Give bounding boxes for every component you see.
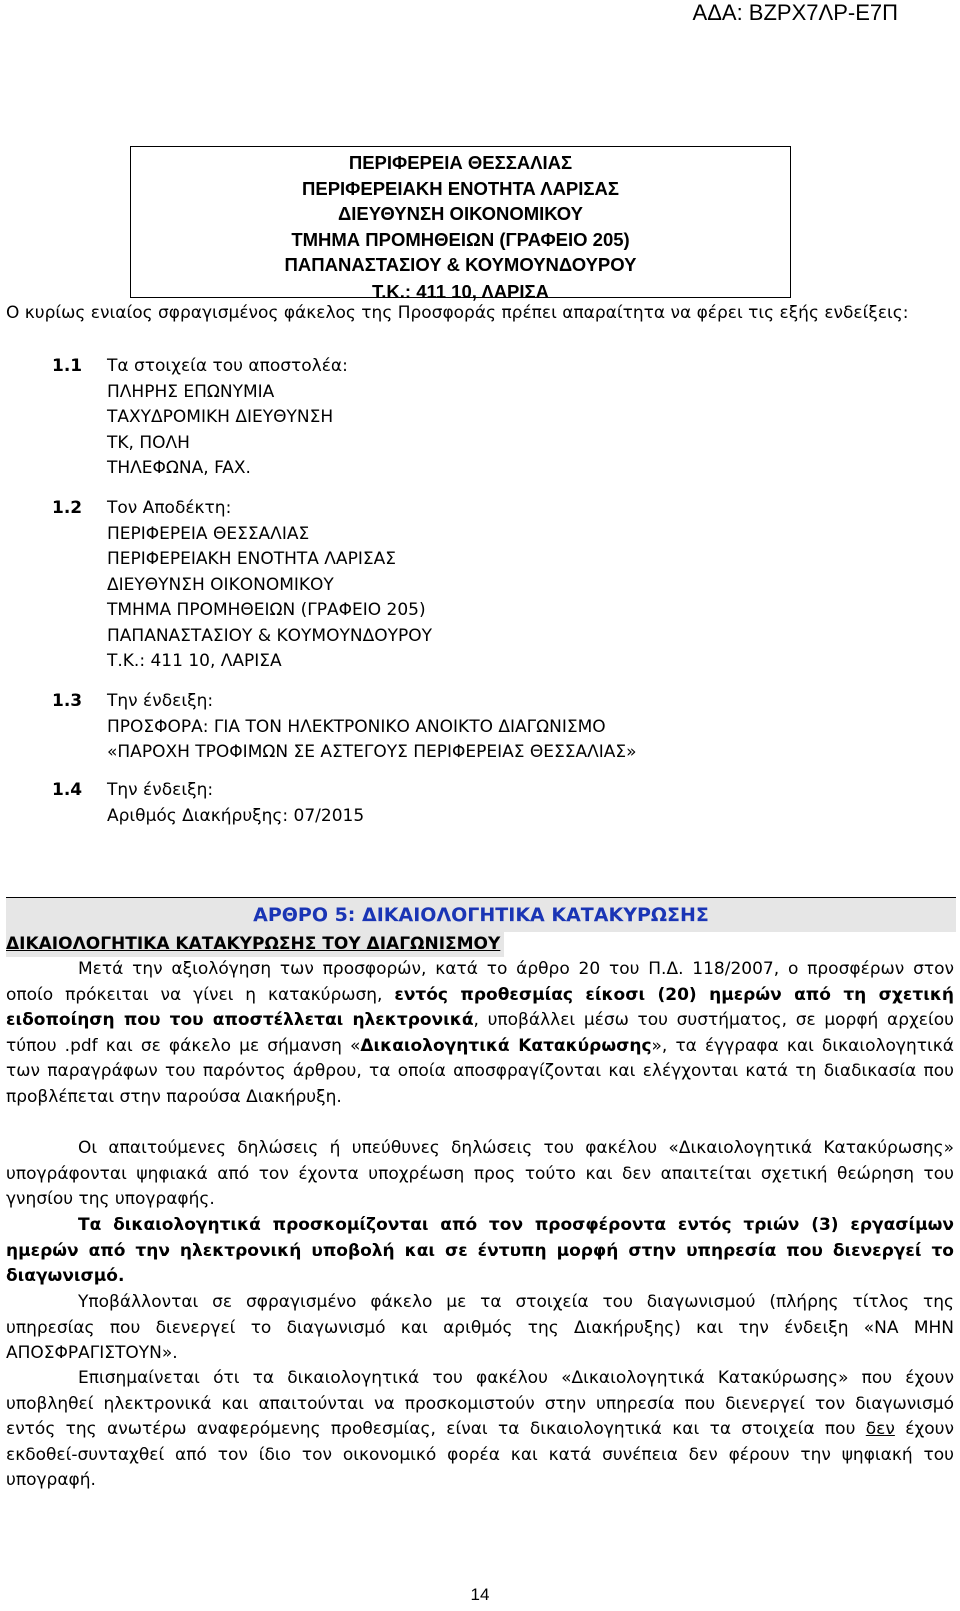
section-line: ΠΕΡΙΦΕΡΕΙΑΚΗ ΕΝΟΤΗΤΑ ΛΑΡΙΣΑΣ [107,549,396,569]
section-line: Τ.Κ.: 411 10, ΛΑΡΙΣΑ [107,651,282,671]
underlined-text: δεν [865,1419,895,1439]
ada-code: ΑΔΑ: ΒΖΡΧ7ΛΡ-Ε7Π [692,0,898,25]
section-line: ΤΑΧΥΔΡΟΜΙΚΗ ΔΙΕΥΘΥΝΣΗ [107,407,334,427]
text-run: Μετά την αξιολόγηση των προσφορών, κατά το άρθρο 20 του Π.Δ. 118/2007, ο προσφέρων στον οποίο πρόκειται να γίνει η κατακύρωση, [6,959,954,1005]
section-line: Αριθμός Διακήρυξης: 07/2015 [107,805,365,826]
section-line: Την ένδειξη: [107,780,214,800]
section-body [107,689,637,766]
section-number: 1.1 [52,356,83,376]
intro-text: Ο κυρίως ενιαίος σφραγισμένος φάκελος της Προσφοράς πρέπει απαραίτητα να φέρει τις εξής ενδείξεις: [6,303,909,323]
text-run: », τα έγγραφα και δικαιολογητικά των παραγράφων του παρόντος άρθρου, τα οποία αποσφραγίζονται και ελέγχονται κατά τη διαδικασία που προβλέπεται στην παρούσα Διακήρυξη. [6,1035,954,1107]
bold-text: Δικαιολογητικά Κατακύρωσης [360,1035,652,1056]
text-run: Επισημαίνεται ότι τα δικαιολογητικά του φακέλου «Δικαιολογητικά Κατακύρωσης» που έχουν υποβληθεί ηλεκτρονικά και απαιτούνται να προσκομιστούν στην υπηρεσία που διενεργεί τον διαγωνισμό εντός της ανωτέρω αναφερόμενης προθεσμίας, είναι τα δικαιολογητικά και τα στοιχεία που [6,1368,954,1439]
section-line: ΠΑΠΑΝΑΣΤΑΣΙΟΥ & ΚΟΥΜΟΥΝΔΟΥΡΟΥ [107,625,432,646]
section-body [107,354,348,482]
section-line: Τον Αποδέκτη: [107,498,232,518]
address-line: ΔΙΕΥΘΥΝΣΗ ΟΙΚΟΝΟΜΙΚΟΥ [337,203,584,224]
section-line: ΠΡΟΣΦΟΡΑ: ΓΙΑ ΤΟΝ ΗΛΕΚΤΡΟΝΙΚΟ ΑΝΟΙΚΤΟ ΔΙΑΓΩΝΙΣΜΟ [107,716,606,737]
bold-text: Τα δικαιολογητικά προσκομίζονται από τον προσφέροντα εντός τριών (3) εργασίμων ημερών από την ηλεκτρονική υποβολή και σε έντυπη μορφή στην υπηρεσία που διενεργεί το διαγωνισμό. [6,1215,954,1286]
section-line: ΔΙΕΥΘΥΝΣΗ ΟΙΚΟΝΟΜΙΚΟΥ [107,574,334,595]
paragraph-4 [6,1290,954,1367]
section-line: Τα στοιχεία του αποστολέα: [107,356,348,376]
paragraph-2 [6,1136,954,1213]
paragraph-5 [6,1366,954,1494]
address-line: ΠΕΡΙΦΕΡΕΙΑΚΗ ΕΝΟΤΗΤΑ ΛΑΡΙΣΑΣ [302,177,619,199]
page-number: 14 [470,1585,490,1604]
section-number: 1.4 [52,780,83,800]
address-line: ΠΑΠΑΝΑΣΤΑΣΙΟΥ & ΚΟΥΜΟΥΝΔΟΥΡΟΥ [284,254,637,275]
text-run: , υποβάλλει μέσω του συστήματος, σε μορφή αρχείου τύπου .pdf και σε φάκελο με σήμανση « [6,1010,954,1056]
section-number: 1.3 [52,691,83,711]
section-line: ΤΜΗΜΑ ΠΡΟΜΗΘΕΙΩΝ (ΓΡΑΦΕΙΟ 205) [107,600,426,620]
section-line: ΤΗΛΕΦΩΝΑ, FAX. [107,458,251,478]
section-line: Την ένδειξη: [107,691,214,711]
bold-text: εντός προθεσμίας είκοσι (20) ημερών από τη σχετική ειδοποίηση που του αποστέλλεται ηλεκτρονικά [6,984,955,1030]
paragraph-1 [6,957,954,1110]
address-line: Τ.Κ.: 411 10, ΛΑΡΙΣΑ [371,280,549,302]
paragraph-3 [6,1213,954,1290]
section-line: ΠΕΡΙΦΕΡΕΙΑ ΘΕΣΣΑΛΙΑΣ [107,523,310,544]
address-line: ΤΜΗΜΑ ΠΡΟΜΗΘΕΙΩΝ (ΓΡΑΦΕΙΟ 205) [291,228,630,250]
section-line: ΤΚ, ΠΟΛΗ [107,432,190,453]
text-run: έχουν εκδοθεί-συνταχθεί από τον ίδιο τον οικονομικό φορέα και κατά συνέπεια δεν φέρουν την ψηφιακή του υπογραφή. [6,1419,954,1490]
section-body [107,778,364,829]
section-line: ΠΛΗΡΗΣ ΕΠΩΝΥΜΙΑ [107,381,275,402]
recipient-address-box [130,146,791,302]
section-number: 1.2 [52,498,83,518]
text-run: Υποβάλλονται σε σφραγισμένο φάκελο με τα στοιχεία του διαγωνισμού (πλήρης τίτλος της υπηρεσίας που διενεργεί το διαγωνισμό και αριθμός της Διακήρυξης) και την ένδειξη «ΝΑ ΜΗΝ ΑΠΟΣΦΡΑΓΙΣΤΟΥΝ». [6,1292,954,1363]
article-title: ΑΡΘΡΟ 5: ΔΙΚΑΙΟΛΟΓΗΤΙΚΑ ΚΑΤΑΚΥΡΩΣΗΣ [6,897,956,932]
section-body [107,496,432,675]
section-line: «ΠΑΡΟΧΗ ΤΡΟΦΙΜΩΝ ΣΕ ΑΣΤΕΓΟΥΣ ΠΕΡΙΦΕΡΕΙΑΣ ΘΕΣΣΑΛΙΑΣ» [107,742,637,762]
text-run: Οι απαιτούμενες δηλώσεις ή υπεύθυνες δηλώσεις του φακέλου «Δικαιολογητικά Κατακύρωσης» υπογράφονται ψηφιακά από τον έχοντα υποχρέωση προς τούτο και δεν απαιτείται σχετική θεώρηση του γνησίου της υπογραφής. [6,1138,954,1209]
address-line: ΠΕΡΙΦΕΡΕΙΑ ΘΕΣΣΑΛΙΑΣ [348,152,573,173]
article-subtitle: ΔΙΚΑΙΟΛΟΓΗΤΙΚΑ ΚΑΤΑΚΥΡΩΣΗΣ ΤΟΥ ΔΙΑΓΩΝΙΣΜΟΥ [6,931,504,957]
